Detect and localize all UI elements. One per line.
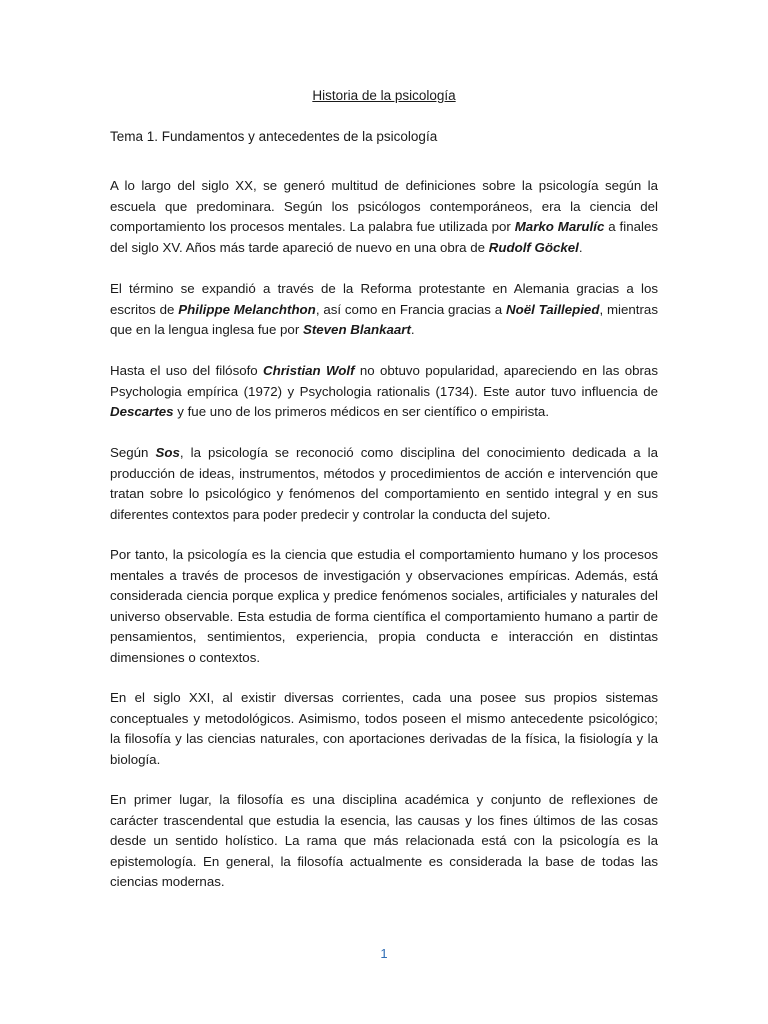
paragraph-text: A lo largo del siglo XX, se generó multitud de definiciones sobre la psicología según la escuela que predominara. Según los psicólogos contemporáneos, era la ciencia del comportamiento los procesos mentales. La palabra fue utilizada por <box>110 178 658 234</box>
paragraph-text: En el siglo XXI, al existir diversas corrientes, cada una posee sus propios sistemas conceptuales y metodológicos. Asimismo, todos poseen el mismo antecedente psicológico; la filosofía y las ciencias naturales, con aportaciones derivadas de la física, la fisiología y la biología. <box>110 690 658 767</box>
paragraph-1 <box>110 176 658 258</box>
person-name: Rudolf Göckel <box>488 239 579 255</box>
document-title: Historia de la psicología <box>312 88 456 103</box>
paragraph-text: . <box>410 322 415 337</box>
paragraph-6 <box>110 688 658 770</box>
paragraph-text: Por tanto, la psicología es la ciencia que estudia el comportamiento humano y los procesos mentales a través de procesos de investigación y observaciones empíricas. Además, está considerada ciencia porque explica y predice fenómenos sociales, artificiales y naturales del universo observable. Esta estudia de forma científica el comportamiento humano a partir de pensamientos, sentimientos, experiencia, propia conducta e interacción en distintas dimensiones o contextos. <box>110 547 658 665</box>
person-name: Christian Wolf <box>263 363 355 378</box>
paragraph-text: Hasta el uso del filósofo <box>110 363 264 378</box>
paragraph-text: , así como en Francia gracias a <box>315 301 506 317</box>
paragraph-text: , la psicología se reconoció como disciplina del conocimiento dedicada a la producción de ideas, instrumentos, métodos y procedimientos de acción e intervención que tratan sobre lo psicológico y fenómenos del comportamiento en sentido integral y en sus diferentes contextos para poder predecir y controlar la conducta del sujeto. <box>110 445 658 522</box>
paragraph-text: no obtuvo popularidad, apareciendo en las obras Psychologia empírica (1972) y Psychologia rationalis (1734). Este autor tuvo influencia de <box>110 363 658 399</box>
section-heading: Tema 1. Fundamentos y antecedentes de la psicología <box>110 129 438 144</box>
paragraph-4 <box>110 443 658 525</box>
paragraph-2 <box>110 279 658 341</box>
paragraph-text: y fue uno de los primeros médicos en ser científico o empirista. <box>173 404 550 419</box>
paragraph-text: a finales del siglo XV. Años más tarde apareció de nuevo en una obra de <box>110 219 658 255</box>
person-name: Descartes <box>110 404 174 419</box>
person-name: Sos <box>155 445 180 460</box>
person-name: Steven Blankaart <box>302 322 411 337</box>
person-name: Noël Taillepied <box>505 301 600 317</box>
paragraph-text: , mientras que en la lengua inglesa fue por <box>110 301 658 337</box>
person-name: Philippe Melanchthon <box>178 301 316 317</box>
paragraph-text: . <box>578 239 583 255</box>
paragraph-7 <box>110 790 658 893</box>
paragraph-3 <box>110 361 658 423</box>
paragraph-text: El término se expandió a través de la Reforma protestante en Alemania gracias a los escritos de <box>110 281 658 317</box>
paragraph-5 <box>110 545 658 668</box>
person-name: Marko Marulíc <box>514 219 605 234</box>
paragraph-text: En primer lugar, la filosofía es una disciplina académica y conjunto de reflexiones de carácter trascendental que estudia la esencia, las causas y los fines últimos de las cosas desde un sentido holístico. La rama que más relacionada está con la psicología es la epistemología. En general, la filosofía actualmente es considerada la base de todas las ciencias modernas. <box>110 792 658 889</box>
page-number: 1 <box>380 946 388 961</box>
paragraph-text: Según <box>110 445 156 460</box>
